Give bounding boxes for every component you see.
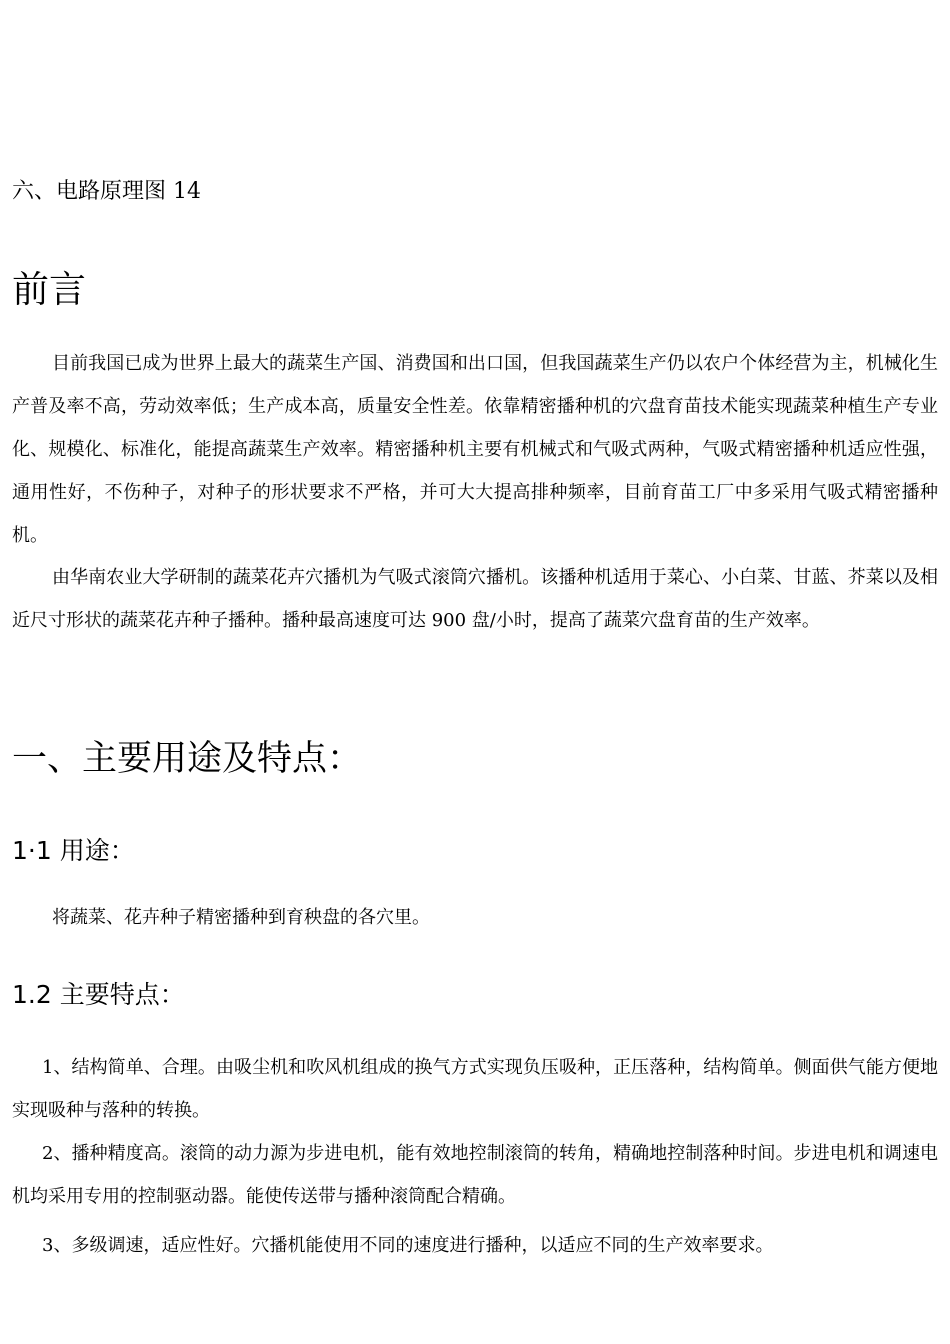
usage-text: 将蔬菜、花卉种子精密播种到育秧盘的各穴里。 — [52, 907, 430, 928]
toc-entry-circuit-diagram: 六、电路原理图 14 — [12, 179, 201, 204]
section-1-heading: 一、主要用途及特点： — [12, 739, 363, 779]
feature-item-3: 3、多级调速，适应性好。穴播机能使用不同的速度进行播种，以适应不同的生产效率要求。 — [42, 1235, 774, 1256]
preface-paragraph-1: 目前我国已成为世界上最大的蔬菜生产国、消费国和出口国，但我国蔬菜生产仍以农户个体经营为主，机械化生产普及率不高，劳动效率低；生产成本高，质量安全性差。依靠精密播种机的穴盘育苗技术能实现蔬菜种植生产专业化、规模化、标准化，能提高蔬菜生产效率。精密播种机主要有机械式和气吸式两种，气吸式精密播种机适应性强，通用性好，不伤种子，对种子的形状要求不严格，并可大大提高排种频率，目前育苗工厂中多采用气吸式精密播种机。 — [12, 353, 938, 546]
feature-item-1: 1、结构简单、合理。由吸尘机和吹风机组成的换气方式实现负压吸种，正压落种，结构简单。侧面供气能方便地实现吸种与落种的转换。 — [12, 1057, 938, 1121]
features-heading: 1.2 主要特点： — [12, 980, 185, 1009]
feature-item-2: 2、播种精度高。滚筒的动力源为步进电机，能有效地控制滚筒的转角，精确地控制落种时间。步进电机和调速电机均采用专用的控制驱动器。能使传送带与播种滚筒配合精确。 — [12, 1143, 938, 1207]
usage-heading: 1·1 用途： — [12, 836, 135, 865]
preface-heading: 前言 — [12, 268, 86, 311]
preface-paragraph-2: 由华南农业大学研制的蔬菜花卉穴播机为气吸式滚筒穴播机。该播种机适用于菜心、小白菜、甘蓝、芥菜以及相近尺寸形状的蔬菜花卉种子播种。播种最高速度可达 900 盘/小时，提高了蔬菜穴盘育苗的生产效率。 — [12, 567, 938, 631]
